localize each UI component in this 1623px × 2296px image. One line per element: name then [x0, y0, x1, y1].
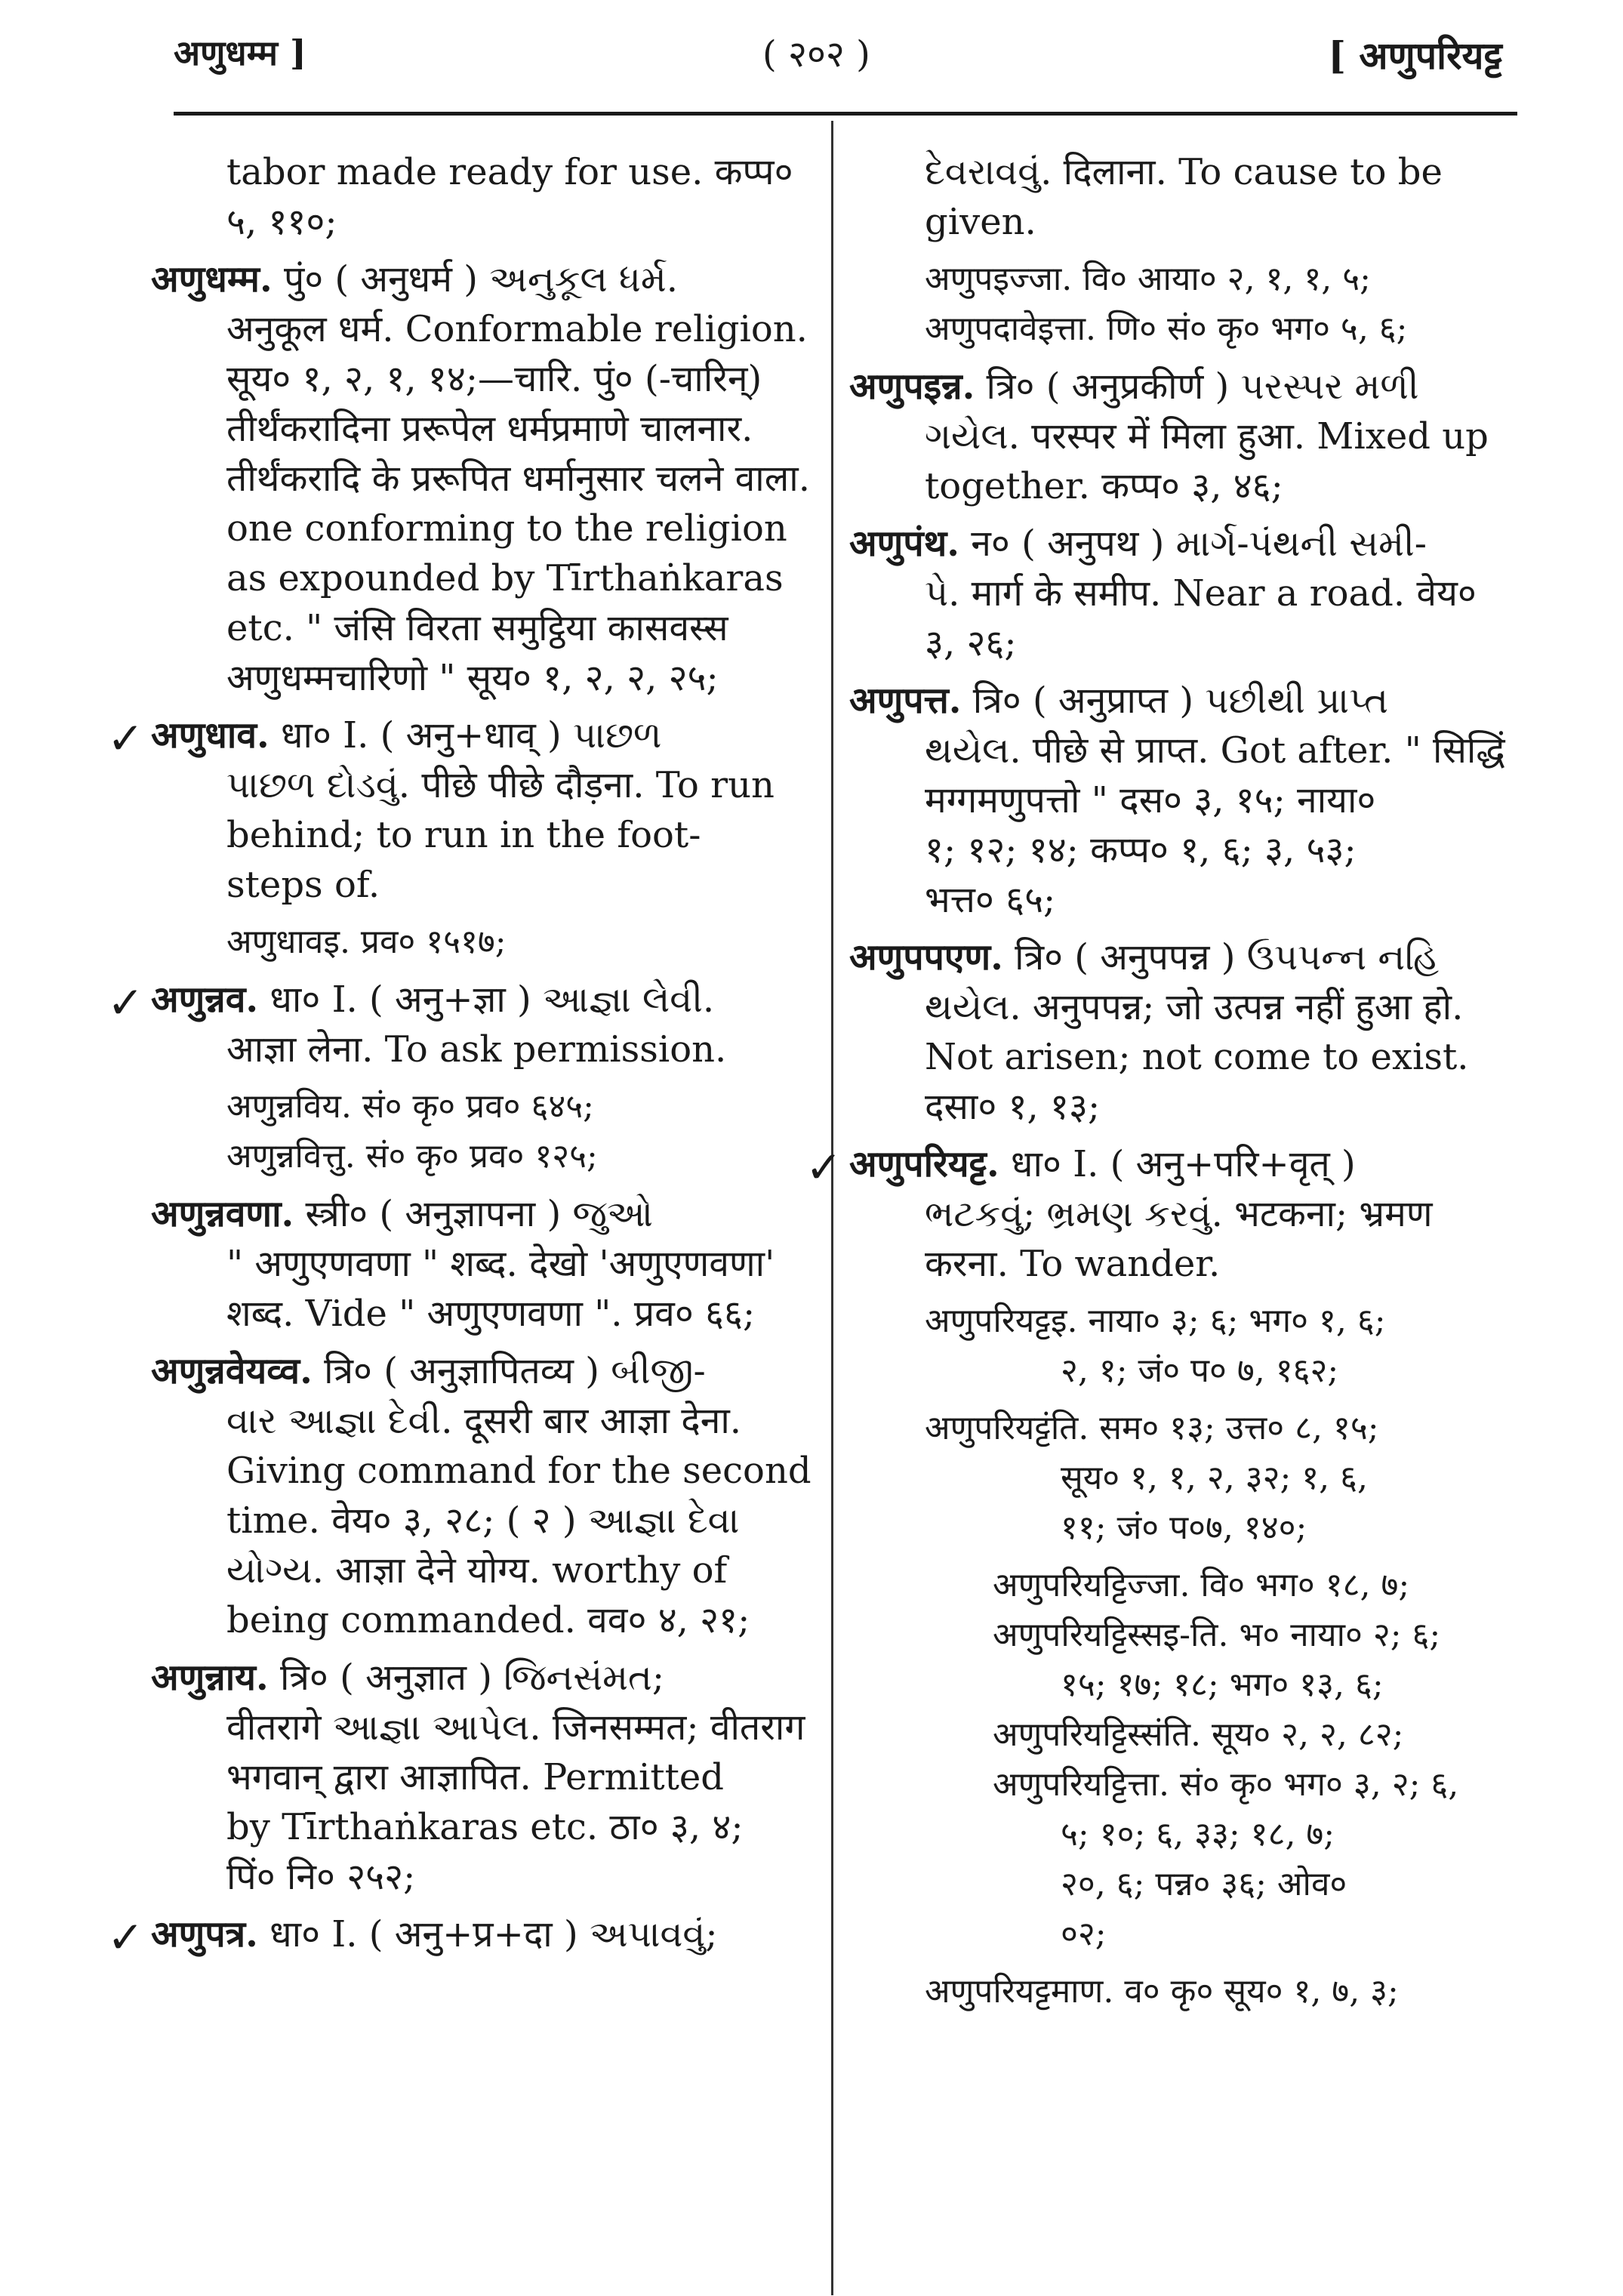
- dictionary-entry: [151, 1346, 815, 1645]
- entry-headword: अणुन्नवणा.: [151, 1193, 294, 1235]
- entry-line: ५, ११०;: [226, 201, 337, 243]
- entry-line: behind; to run in the foot-: [226, 814, 701, 856]
- checkmark-icon: ✓: [805, 1142, 842, 1193]
- entry-line: १; १२; १४; कप्प० १, ६; ३, ५३;: [925, 829, 1357, 871]
- dictionary-subentry: [151, 917, 815, 967]
- entry-line: ३, २६;: [925, 622, 1017, 664]
- entry-line: being commanded. वव० ४, २१;: [226, 1599, 750, 1641]
- entry-headword: अणुपंथ.: [849, 522, 960, 565]
- entry-line: त्रि० ( अनुपपन्न ) ઉપપન્ન નહિ: [1015, 936, 1440, 978]
- entry-line: steps of.: [226, 864, 380, 906]
- page-header: [174, 23, 1502, 83]
- entry-line: tabor made ready for use. कप्प०: [226, 151, 793, 193]
- entry-line: तीर्थंकरादिना प्ररूपेल धर्मप्रमाणे चालनार.: [226, 408, 753, 450]
- entry-line: अणुधम्मचारिणो " सूय० १, २, २, २५;: [226, 657, 719, 699]
- entry-line: time. वेय० ३, २८; ( २ ) આજ્ઞા દેવા: [226, 1499, 740, 1542]
- entry-line: मग्गमणुपत्तो " दस० ३, १५; नाया०: [925, 779, 1376, 821]
- entry-line: धा० I. ( अनु+ज्ञा ) આજ્ઞા લેવી.: [269, 978, 715, 1021]
- dictionary-entry: [849, 519, 1514, 668]
- entry-line: अणुपरियट्टइ. नाया० ३; ६; भग० १, ६;: [925, 1302, 1386, 1340]
- entry-line: धा० I. ( अनु+प्र+दा ) અપાવવું;: [269, 1913, 718, 1955]
- header-right-headword: [ अणुपरियट्ट: [1328, 33, 1502, 78]
- entry-line: त्रि० ( अनुप्रकीर्ण ) પરસ્પર મળી: [986, 365, 1419, 408]
- entry-line: त्रि० ( अनुज्ञात ) જિનસંમત;: [280, 1657, 665, 1699]
- entry-line: अणुन्नविय. सं० कृ० प्रव० ६४५;: [226, 1087, 594, 1126]
- dictionary-entry: [849, 676, 1514, 925]
- entry-line: ०२;: [1061, 1915, 1107, 1953]
- entry-line: आज्ञा लेना. To ask permission.: [226, 1028, 727, 1071]
- entry-line: ભટકવું; ભ્રમણ કરવું. भटकना; भ्रमण: [925, 1193, 1433, 1235]
- right-column: [805, 147, 1514, 2024]
- entry-headword: अणुन्नवेयव्व.: [151, 1350, 313, 1392]
- entry-headword: अणुपत्र.: [151, 1913, 258, 1955]
- entry-line: अणुपइज्जा. वि० आया० २, १, १, ५;: [925, 260, 1371, 298]
- dictionary-subentry: [849, 1967, 1514, 2017]
- entry-line: तीर्थंकरादि के प्ररूपित धर्मानुसार चलने वाला.: [226, 458, 810, 500]
- entry-line: one conforming to the religion: [226, 507, 787, 550]
- entry-line: अणुपरियट्टिज्जा. वि० भग० १८, ७;: [993, 1566, 1410, 1604]
- entry-line: त्रि० ( अनुप्राप्त ) પછીથી પ્રાપ્ત: [972, 680, 1388, 722]
- dictionary-entry: [107, 975, 815, 1074]
- entry-line: अणुपरियट्टंति. सम० १३; उत्त० ८, १५;: [925, 1409, 1379, 1447]
- entry-line: થયેલ. अनुपपन्न; जो उत्पन्न नहीं हुआ हो.: [925, 986, 1464, 1028]
- entry-line: પાછળ દોડવું. पीछे पीछे दौड़ना. To run: [226, 764, 775, 806]
- entry-line: દેવરાવવું. दिलाना. To cause to be: [925, 151, 1443, 193]
- entry-line: યોગ્ય. आज्ञा देने योग्य. worthy of: [226, 1549, 728, 1592]
- entry-line: सूय० १, २, १, १४;—चारि. पुं० (-चारिन्): [226, 358, 762, 400]
- entry-line: शब्द. Vide " अणुएणवणा ". प्रव० ६६;: [226, 1293, 756, 1335]
- header-rule: [174, 112, 1517, 116]
- entry-headword: अणुपरियट्ट.: [849, 1143, 999, 1185]
- entry-line: Giving command for the second: [226, 1450, 812, 1492]
- entry-line: १५; १७; १८; भग० १३, ६;: [1061, 1666, 1384, 1704]
- entry-headword: अणुधम्म.: [151, 258, 273, 300]
- entry-line: as expounded by Tīrthaṅkaras: [226, 557, 784, 599]
- entry-line: ગયેલ. परस्पर में मिला हुआ. Mixed up: [925, 415, 1489, 458]
- entry-line: अणुपरियट्टमाण. व० कृ० सूय० १, ७, ३;: [925, 1972, 1399, 2011]
- entry-line: पिं० नि० २५२;: [226, 1856, 416, 1898]
- entry-line: अणुपदावेइत्ता. णि० सं० कृ० भग० ५, ६;: [925, 310, 1408, 348]
- entry-line: धा० I. ( अनु+धाव् ) પાછળ: [281, 714, 662, 757]
- entry-line: अणुपरियट्टिस्सइ-ति. भ० नाया० २; ६;: [993, 1616, 1441, 1654]
- entry-line: सूय० १, १, २, ३२; १, ६,: [1061, 1459, 1368, 1497]
- entry-line: अनुकूल धर्म. Conformable religion.: [226, 308, 808, 350]
- entry-line: दसा० १, १३;: [925, 1086, 1101, 1128]
- dictionary-subentry: [849, 1561, 1514, 1959]
- dictionary-subentry: [151, 1082, 815, 1182]
- entry-line: ११; जं० प०७, १४०;: [1061, 1509, 1307, 1547]
- dictionary-entry: [805, 1139, 1514, 1289]
- entry-headword: अणुन्नव.: [151, 978, 259, 1021]
- entry-line: Not arisen; not come to exist.: [925, 1036, 1469, 1078]
- entry-headword: अणुपपएण.: [849, 936, 1003, 978]
- entry-line: भत्त० ६५;: [925, 879, 1056, 921]
- page-number: ( २०२ ): [762, 33, 870, 76]
- entry-line: धा० I. ( अनु+परि+वृत् ): [1011, 1143, 1356, 1185]
- dictionary-entry: [151, 1189, 815, 1339]
- checkmark-icon: ✓: [107, 1912, 144, 1963]
- entry-line: etc. " जंसि विरता समुट्ठिया कासवस्स: [226, 607, 728, 649]
- entry-line: " अणुएणवणा " शब्द. देखो 'अणुएणवणा': [226, 1243, 775, 1285]
- entry-line: वीतरागे આજ્ઞા આપેલ. जिनसम्मत; वीतराग: [226, 1706, 805, 1749]
- entry-line: स्त्री० ( अनुज्ञापना ) જુઓ: [305, 1193, 653, 1235]
- entry-line: त्रि० ( अनुज्ञापितव्य ) બીજી-: [324, 1350, 706, 1392]
- entry-line: २०, ६; पन्न० ३६; ओव०: [1061, 1865, 1347, 1903]
- checkmark-icon: ✓: [107, 977, 144, 1028]
- column-divider: [831, 121, 833, 2295]
- entry-line: વાર આજ્ઞા દેવી. दूसरी बार आज्ञा देना.: [226, 1400, 742, 1442]
- entry-headword: अणुपइन्न.: [849, 365, 975, 408]
- entry-line: करना. To wander.: [925, 1243, 1221, 1285]
- entry-line: न० ( अनुपथ ) માર્ગ-પંથની સમી-: [971, 522, 1427, 565]
- entry-line: भगवान् द्वारा आज्ञापित. Permitted: [226, 1756, 725, 1798]
- entry-line: अणुन्नवित्तु. सं० कृ० प्रव० १२५;: [226, 1137, 598, 1176]
- entry-line: by Tīrthaṅkaras etc. ठा० ३, ४;: [226, 1806, 744, 1848]
- entry-line: પે. मार्ग के समीप. Near a road. वेय०: [925, 572, 1477, 615]
- dictionary-entry: [849, 147, 1514, 247]
- dictionary-subentry: [849, 1404, 1514, 1553]
- dictionary-subentry: [849, 254, 1514, 354]
- entry-line: ५; १०; ६, ३३; १८, ७;: [1061, 1815, 1335, 1854]
- entry-line: पुं० ( अनुधर्म ) અનુકૂલ ધર્મ.: [283, 258, 678, 300]
- entry-line: अणुपरियट्टित्ता. सं० कृ० भग० ३, २; ६,: [993, 1765, 1459, 1804]
- dictionary-entry: [107, 1909, 815, 1963]
- dictionary-subentry: [849, 1296, 1514, 1396]
- dictionary-entry: [151, 147, 815, 247]
- entry-line: થયેલ. पीछे से प्राप्त. Got after. " सिद्धिं: [925, 729, 1505, 772]
- dictionary-entry: [151, 1653, 815, 1902]
- header-left-headword: अणुधम्म ]: [174, 32, 306, 73]
- entry-line: अणुपरियट्टिस्संति. सूय० २, २, ८२;: [993, 1715, 1404, 1754]
- entry-line: given.: [925, 201, 1036, 243]
- entry-headword: अणुपत्त.: [849, 680, 962, 722]
- left-column: [107, 147, 815, 1967]
- dictionary-entry: [849, 932, 1514, 1132]
- dictionary-entry: [849, 362, 1514, 511]
- entry-headword: अणुधाव.: [151, 714, 269, 757]
- entry-headword: अणुन्नाय.: [151, 1657, 269, 1699]
- checkmark-icon: ✓: [107, 713, 144, 764]
- entry-line: २, १; जं० प० ७, १६२;: [1061, 1351, 1339, 1390]
- entry-line: अणुधावइ. प्रव० १५१७;: [226, 923, 507, 961]
- entry-line: together. कप्प० ३, ४६;: [925, 465, 1283, 507]
- dictionary-entry: [151, 254, 815, 703]
- dictionary-entry: [107, 710, 815, 910]
